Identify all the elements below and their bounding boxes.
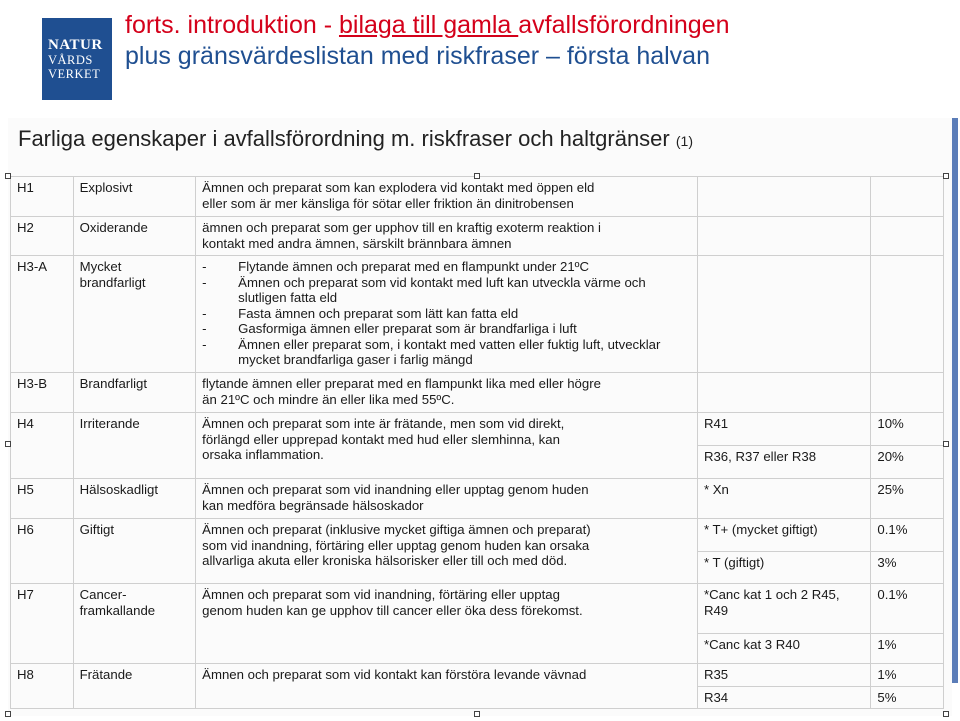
- hazard-name: Explosivt: [73, 177, 196, 217]
- hazard-code: H6: [11, 519, 74, 584]
- description-line: som vid inandning, förtäring eller upptag genom huden kan orsaka: [202, 537, 590, 553]
- description-bullet: - Ämnen eller preparat som, i kontakt med vatten eller fuktig luft, utvecklar mycket brandfarliga gaser i farlig mängd: [202, 337, 691, 368]
- description-line: eller som är mer känsliga för sötar eller friktion än dinitrobensen: [202, 195, 574, 211]
- hazard-table: [10, 176, 944, 709]
- hazard-description: [196, 177, 698, 217]
- description-line: kan medföra begränsade hälsoskador: [202, 497, 424, 513]
- title-link[interactable]: bilaga till gamla: [338, 11, 519, 39]
- naturvardsverket-logo: [42, 18, 112, 100]
- risk-phrase: R36, R37 eller R38: [697, 446, 870, 479]
- limit-value: [871, 217, 944, 256]
- table-row: [11, 664, 944, 687]
- hazard-code: H7: [11, 584, 74, 664]
- hazard-description: [196, 519, 698, 584]
- hazard-name: Mycket brandfarligt: [73, 256, 196, 373]
- description-bullet: - Ämnen och preparat som vid kontakt med luft kan utveckla värme och slutligen fatta eld: [202, 275, 691, 306]
- description-line: allvarliga akuta eller kroniska hälsorisker eller till och med död.: [202, 553, 568, 568]
- sheet-title-text: Farliga egenskaper i avfallsförordning m. riskfraser och haltgränser: [18, 126, 670, 151]
- hazard-code: H3-A: [11, 256, 74, 373]
- limit-value: 1%: [871, 634, 944, 664]
- hazard-name: Brandfarligt: [73, 373, 196, 413]
- description-bullet: - Flytande ämnen och preparat med en flampunkt under 21ºC: [202, 259, 691, 275]
- limit-value: 20%: [871, 446, 944, 479]
- limit-value: 1%: [871, 664, 944, 687]
- title-suffix: avfallsförordningen: [518, 11, 730, 39]
- title-line-1: [125, 10, 955, 40]
- hazard-code: H1: [11, 177, 74, 217]
- hazard-description: [196, 664, 698, 709]
- description-line: Ämnen och preparat som vid inandning eller upptag genom huden: [202, 482, 589, 497]
- limit-value: 3%: [871, 551, 944, 584]
- risk-phrase: [697, 217, 870, 256]
- hazard-name: Cancer-framkallande: [73, 584, 196, 664]
- risk-phrase: *Canc kat 1 och 2 R45, R49: [697, 584, 870, 634]
- hazard-name: Irriterande: [73, 413, 196, 479]
- resize-handle-bottom-left[interactable]: [5, 711, 11, 717]
- table-row: [11, 373, 944, 413]
- resize-handle-left[interactable]: [5, 441, 11, 447]
- hazard-name: Oxiderande: [73, 217, 196, 256]
- hazard-description: [196, 373, 698, 413]
- side-stripe: [952, 118, 958, 683]
- risk-phrase: [697, 373, 870, 413]
- description-line: kontakt med andra ämnen, särskilt brännbara ämnen: [202, 235, 512, 251]
- risk-phrase: R34: [697, 686, 870, 709]
- risk-phrase: R41: [697, 413, 870, 446]
- hazard-description: [196, 584, 698, 664]
- description-line: flytande ämnen eller preparat med en flampunkt lika med eller högre: [202, 376, 601, 391]
- description-line: Ämnen och preparat (inklusive mycket giftiga ämnen och preparat): [202, 522, 591, 537]
- table-row: [11, 519, 944, 552]
- hazard-description: [196, 413, 698, 479]
- description-line: Ämnen och preparat som kan explodera vid kontakt med öppen eld: [202, 180, 595, 195]
- sheet-title: [18, 126, 693, 152]
- risk-phrase: * Xn: [697, 479, 870, 519]
- description-line: Ämnen och preparat som vid kontakt kan förstöra levande vävnad: [202, 667, 587, 682]
- hazard-code: H3-B: [11, 373, 74, 413]
- risk-phrase: * T+ (mycket giftigt): [697, 519, 870, 552]
- description-line: Ämnen och preparat som vid inandning, förtäring eller upptag: [202, 587, 560, 602]
- limit-value: 0.1%: [871, 519, 944, 552]
- hazard-code: H4: [11, 413, 74, 479]
- logo-line-1: NATUR: [48, 37, 103, 53]
- description-bullet: - Gasformiga ämnen eller preparat som är brandfarliga i luft: [202, 321, 691, 337]
- limit-value: [871, 256, 944, 373]
- resize-handle-bottom[interactable]: [474, 711, 480, 717]
- description-line: än 21ºC och mindre än eller lika med 55ºC.: [202, 391, 455, 407]
- risk-phrase: [697, 256, 870, 373]
- table-row: [11, 217, 944, 256]
- limit-value: 25%: [871, 479, 944, 519]
- hazard-name: Hälsoskadligt: [73, 479, 196, 519]
- hazard-description: [196, 217, 698, 256]
- table-row: [11, 256, 944, 373]
- description-bullet: - Fasta ämnen och preparat som lätt kan fatta eld: [202, 306, 691, 322]
- logo-line-3: VERKET: [48, 67, 101, 81]
- description-line: Ämnen och preparat som inte är frätande, men som vid direkt,: [202, 416, 565, 431]
- description-line: genom huden kan ge upphov till cancer eller öka dess förekomst.: [202, 602, 583, 618]
- hazard-name: Giftigt: [73, 519, 196, 584]
- limit-value: 10%: [871, 413, 944, 446]
- title-line-2: plus gränsvärdeslistan med riskfraser – första halvan: [125, 42, 710, 70]
- hazard-description: [196, 256, 698, 373]
- resize-handle-top-right[interactable]: [943, 173, 949, 179]
- logo-line-2: VÅRDS: [48, 53, 93, 67]
- resize-handle-bottom-right[interactable]: [943, 711, 949, 717]
- resize-handle-top-left[interactable]: [5, 173, 11, 179]
- slide-title: [125, 10, 955, 72]
- limit-value: [871, 177, 944, 217]
- sheet-title-note: (1): [675, 133, 693, 149]
- limit-value: 5%: [871, 686, 944, 709]
- hazard-code: H2: [11, 217, 74, 256]
- table-row: [11, 177, 944, 217]
- risk-phrase: [697, 177, 870, 217]
- hazard-code: H5: [11, 479, 74, 519]
- limit-value: [871, 373, 944, 413]
- title-prefix: forts. introduktion -: [125, 11, 339, 39]
- table-row: [11, 479, 944, 519]
- description-line: ämnen och preparat som ger upphov till en kraftig exoterm reaktion i: [202, 220, 601, 235]
- description-line: orsaka inflammation.: [202, 447, 324, 462]
- risk-phrase: R35: [697, 664, 870, 687]
- description-line: förlängd eller upprepad kontakt med hud eller slemhinna, kan: [202, 431, 560, 447]
- risk-phrase: *Canc kat 3 R40: [697, 634, 870, 664]
- resize-handle-right[interactable]: [943, 441, 949, 447]
- hazard-name: Frätande: [73, 664, 196, 709]
- risk-phrase: * T (giftigt): [697, 551, 870, 584]
- hazard-description: [196, 479, 698, 519]
- table-row: [11, 584, 944, 634]
- resize-handle-top[interactable]: [474, 173, 480, 179]
- hazard-code: H8: [11, 664, 74, 709]
- limit-value: 0.1%: [871, 584, 944, 634]
- table-row: [11, 413, 944, 446]
